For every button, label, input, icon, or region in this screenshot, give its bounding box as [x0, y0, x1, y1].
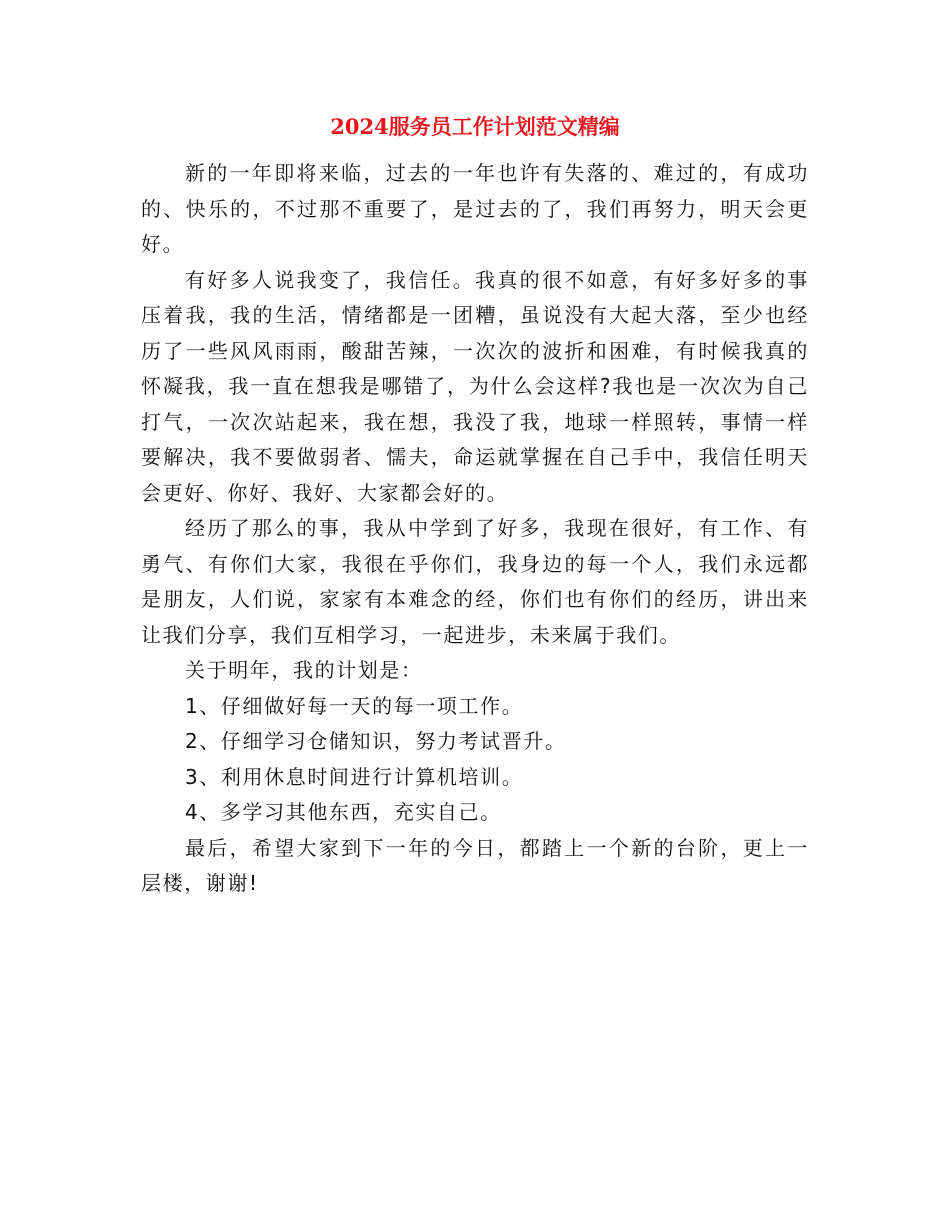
paragraph-gratitude: 经历了那么的事，我从中学到了好多，我现在很好，有工作、有勇气、有你们大家，我很在乎你们，我身边的每一个人，我们永远都是朋友，人们说，家家有本难念的经，你们也有你们的经历，讲出来让我们分享，我们互相学习，一起进步，未来属于我们。 — [141, 516, 809, 647]
paragraph-closing: 最后，希望大家到下一年的今日，都踏上一个新的台阶，更上一层楼，谢谢! — [141, 835, 809, 895]
plan-item-2: 2、仔细学习仓储知识，努力考试晋升。 — [185, 729, 567, 753]
paragraph-difficulties: 有好多人说我变了，我信任。我真的很不如意，有好多好多的事压着我，我的生活，情绪都是一团糟，虽说没有大起大落，至少也经历了一些风风雨雨，酸甜苦辣，一次次的波折和困难，有时候我真的怀凝我，我一直在想我是哪错了，为什么会这样?我也是一次次为自己打气，一次次站起来，我在想，我没了我，地球一样照转，事情一样要解决，我不要做弱者、懦夫，命运就掌握在自己手中，我信任明天会更好、你好、我好、大家都会好的。 — [141, 267, 809, 505]
plan-item-3: 3、利用休息时间进行计算机培训。 — [185, 764, 524, 789]
document-body — [141, 156, 809, 902]
plan-item-1: 1、仔细做好每一天的每一项工作。 — [185, 693, 524, 718]
plan-item-4: 4、多学习其他东西，充实自己。 — [185, 800, 502, 824]
paragraph-intro: 新的一年即将来临，过去的一年也许有失落的、难过的，有成功的、快乐的，不过那不重要了，是过去的了，我们再努力，明天会更好。 — [141, 161, 809, 256]
document-title: 2024服务员工作计划范文精编 — [330, 114, 620, 139]
paragraph-plan-intro: 关于明年，我的计划是： — [185, 658, 423, 682]
